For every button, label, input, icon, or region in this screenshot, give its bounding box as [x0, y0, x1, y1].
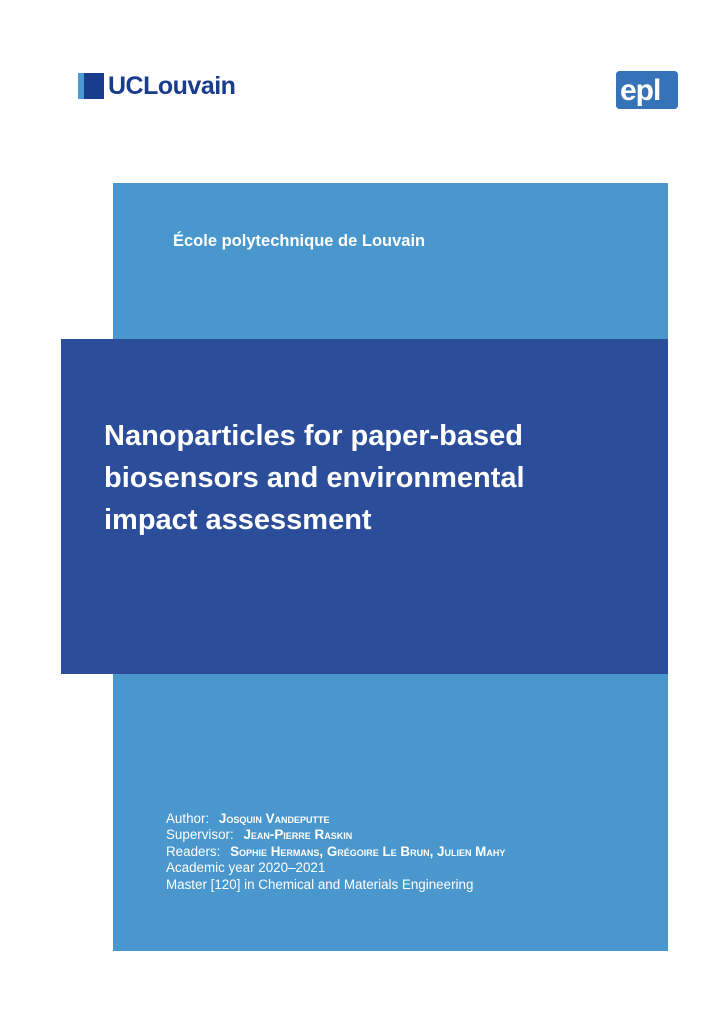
supervisor-name: Jean-Pierre Raskin	[243, 827, 353, 843]
thesis-title: Nanoparticles for paper-based biosensors and environmental impact assessment	[104, 420, 525, 536]
program: Master [120] in Chemical and Materials Engineering	[166, 876, 474, 892]
author-label: Author:	[166, 811, 210, 826]
author-row	[166, 811, 505, 827]
academic-year: Academic year 2020–2021	[166, 860, 326, 876]
readers-label: Readers:	[166, 843, 221, 859]
epl-logo	[616, 71, 678, 109]
readers-names: Sophie Hermans, Grégoire Le Brun, Julien Mahy	[230, 843, 506, 859]
readers-row	[166, 844, 505, 860]
uclouvain-mark-icon	[78, 73, 104, 99]
epl-logo-text: epl	[620, 74, 661, 107]
uclouvain-logo	[78, 70, 235, 102]
school-name: École polytechnique de Louvain	[173, 232, 426, 250]
supervisor-label: Supervisor:	[166, 827, 234, 843]
thesis-info	[166, 811, 505, 893]
supervisor-row	[166, 827, 505, 843]
author-name: Josquin Vandeputte	[218, 811, 330, 826]
uclouvain-logo-text: UCLouvain	[108, 71, 236, 100]
